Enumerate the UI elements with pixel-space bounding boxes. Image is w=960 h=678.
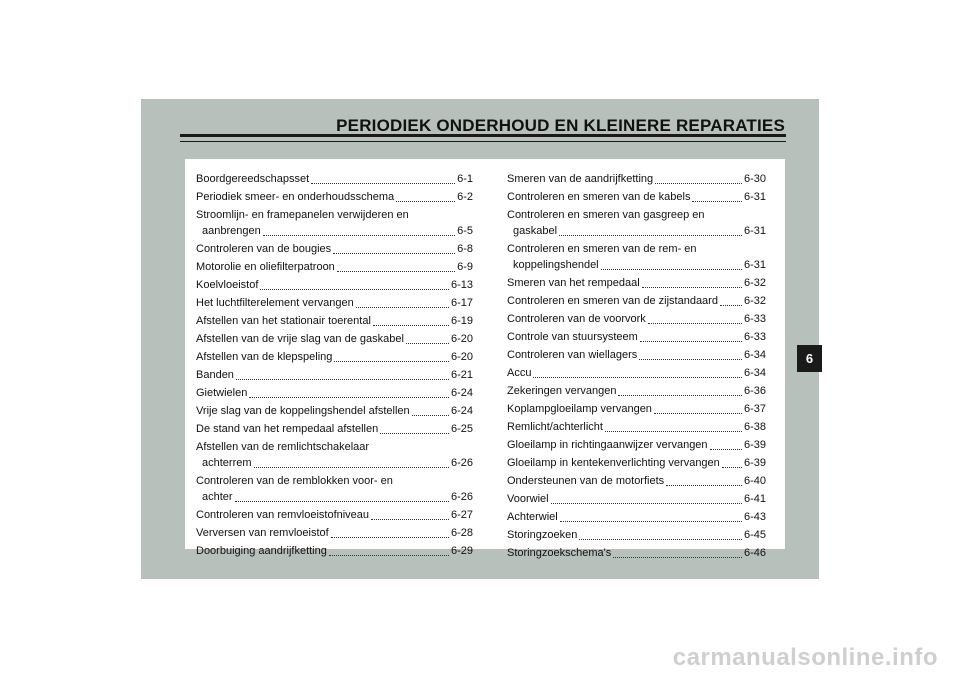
toc-entry-title: Koplampgloeilamp vervangen (507, 403, 652, 415)
toc-entry[interactable] (196, 543, 473, 559)
toc-entry[interactable] (507, 329, 766, 345)
toc-page-number: 6-43 (743, 511, 766, 523)
toc-dot-leader (406, 343, 449, 344)
toc-dot-leader (337, 271, 455, 272)
toc-page-number: 6-31 (743, 191, 766, 203)
toc-entry[interactable] (196, 313, 473, 329)
toc-entry[interactable] (196, 385, 473, 401)
toc-entry[interactable] (507, 383, 766, 399)
toc-column-right (507, 171, 766, 563)
toc-page-number: 6-33 (743, 313, 766, 325)
toc-entry[interactable] (507, 241, 766, 273)
toc-dot-leader (601, 269, 742, 270)
toc-entry[interactable] (507, 275, 766, 291)
toc-dot-leader (640, 341, 742, 342)
toc-dot-leader (666, 485, 742, 486)
toc-page-number: 6-46 (743, 547, 766, 559)
toc-entry-title: Gloeilamp in kentekenverlichting vervangen (507, 457, 720, 469)
toc-entry-title: Doorbuiging aandrijfketting (196, 545, 327, 557)
toc-entry[interactable] (507, 347, 766, 363)
toc-entry[interactable] (196, 189, 473, 205)
toc-dot-leader (254, 467, 449, 468)
toc-entry-title: Motorolie en oliefilterpatroon (196, 261, 335, 273)
toc-entry[interactable] (196, 525, 473, 541)
toc-dot-leader (560, 521, 742, 522)
toc-dot-leader (655, 183, 742, 184)
toc-page-number: 6-20 (450, 333, 473, 345)
toc-entry[interactable] (507, 437, 766, 453)
toc-dot-leader (329, 555, 449, 556)
toc-entry[interactable] (196, 473, 473, 505)
watermark: carmanualsonline.info (672, 644, 938, 671)
toc-entry-title: Ondersteunen van de motorfiets (507, 475, 665, 487)
toc-dot-leader (311, 183, 455, 184)
toc-page-number: 6-5 (457, 225, 473, 237)
toc-entry-title: Remlicht/achterlicht (507, 421, 603, 433)
toc-dot-leader (333, 253, 455, 254)
toc-entry[interactable] (507, 401, 766, 417)
toc-page-number: 6-19 (450, 315, 473, 327)
toc-entry-title: Gloeilamp in richtingaanwijzer vervangen (507, 439, 708, 451)
toc-dot-leader (260, 289, 449, 290)
toc-page-number: 6-31 (743, 225, 766, 237)
toc-entry-title: Controleren en smeren van gasgreep en (507, 209, 705, 221)
toc-dot-leader (236, 379, 449, 380)
toc-dot-leader (579, 539, 742, 540)
toc-entry[interactable] (196, 403, 473, 419)
toc-entry-continuation (507, 257, 766, 273)
toc-entry-title: Stroomlijn- en framepanelen verwijderen en (196, 209, 409, 221)
toc-entry[interactable] (196, 421, 473, 437)
toc-entry[interactable] (196, 171, 473, 187)
toc-dot-leader (331, 537, 449, 538)
toc-entry-continuation (507, 223, 766, 239)
toc-entry[interactable] (196, 259, 473, 275)
toc-entry[interactable] (507, 171, 766, 187)
toc-page-number: 6-25 (450, 423, 473, 435)
toc-entry[interactable] (507, 207, 766, 239)
toc-entry-continuation (196, 489, 473, 505)
toc-page-number: 6-39 (743, 457, 766, 469)
toc-page-number: 6-41 (743, 493, 766, 505)
toc-dot-leader (412, 415, 449, 416)
toc-page-number: 6-45 (743, 529, 766, 541)
toc-entry-title-cont: gaskabel (513, 225, 558, 237)
toc-entry[interactable] (196, 349, 473, 365)
toc-page-number: 6-30 (743, 173, 766, 185)
toc-page-number: 6-17 (450, 297, 473, 309)
toc-entry-title: De stand van het rempedaal afstellen (196, 423, 379, 435)
toc-entry-title: Accu (507, 367, 532, 379)
toc-entry-title: Smeren van het rempedaal (507, 277, 640, 289)
toc-page-number: 6-2 (457, 191, 473, 203)
toc-dot-leader (613, 557, 742, 558)
toc-dot-leader (618, 395, 742, 396)
toc-dot-leader (642, 287, 742, 288)
toc-entry-continuation (196, 223, 473, 239)
toc-entry-title: Periodiek smeer- en onderhoudsschema (196, 191, 395, 203)
toc-entry[interactable] (507, 509, 766, 525)
toc-page-number: 6-34 (743, 349, 766, 361)
toc-entry-title: Afstellen van de vrije slag van de gaskabel (196, 333, 404, 345)
toc-page-number: 6-32 (743, 295, 766, 307)
toc-page-number: 6-38 (743, 421, 766, 433)
toc-entry[interactable] (507, 491, 766, 507)
toc-page-number: 6-1 (457, 173, 473, 185)
toc-dot-leader (396, 201, 455, 202)
toc-dot-leader (559, 235, 742, 236)
toc-dot-leader (356, 307, 449, 308)
toc-entry-title: Controleren van remvloeistofniveau (196, 509, 370, 521)
toc-entry[interactable] (196, 439, 473, 471)
toc-entry-title: Controleren van de remblokken voor- en (196, 475, 393, 487)
toc-entry-title: Afstellen van de klepspeling (196, 351, 333, 363)
toc-entry-title: Controleren van de bougies (196, 243, 332, 255)
toc-dot-leader (720, 305, 742, 306)
toc-page-number: 6-21 (450, 369, 473, 381)
toc-entry-title: Storingzoeken (507, 529, 578, 541)
toc-page-number: 6-33 (743, 331, 766, 343)
toc-page-number: 6-34 (743, 367, 766, 379)
toc-dot-leader (380, 433, 449, 434)
chapter-tab[interactable]: 6 (797, 345, 822, 372)
toc-dot-leader (551, 503, 742, 504)
toc-dot-leader (692, 201, 742, 202)
toc-page-number: 6-26 (450, 491, 473, 503)
toc-entry-title-cont: achter (202, 491, 233, 503)
toc-entry-title: Banden (196, 369, 234, 381)
title-rule-thin (180, 141, 786, 142)
toc-entry[interactable] (507, 545, 766, 561)
toc-entry[interactable] (507, 527, 766, 543)
toc-dot-leader (334, 361, 449, 362)
toc-entry[interactable] (196, 507, 473, 523)
toc-page-number: 6-13 (450, 279, 473, 291)
toc-entry[interactable] (507, 189, 766, 205)
toc-dot-leader (263, 235, 455, 236)
toc-column-left (185, 171, 473, 561)
toc-page-number: 6-37 (743, 403, 766, 415)
toc-entry[interactable] (196, 295, 473, 311)
toc-dot-leader (639, 359, 742, 360)
toc-entry-title: Verversen van remvloeistof (196, 527, 329, 539)
toc-page-number: 6-20 (450, 351, 473, 363)
toc-page-number: 6-39 (743, 439, 766, 451)
toc-entry-title: Controle van stuursysteem (507, 331, 638, 343)
toc-entry-title: Controleren van de voorvork (507, 313, 646, 325)
toc-page-number: 6-29 (450, 545, 473, 557)
toc-dot-leader (654, 413, 742, 414)
toc-page-number: 6-31 (743, 259, 766, 271)
toc-page-number: 6-26 (450, 457, 473, 469)
toc-dot-leader (371, 519, 449, 520)
toc-dot-leader (605, 431, 742, 432)
toc-entry-title: Controleren en smeren van de rem- en (507, 243, 697, 255)
toc-page-number: 6-27 (450, 509, 473, 521)
toc-entry-title: Afstellen van de remlichtschakelaar (196, 441, 370, 453)
toc-entry[interactable] (507, 473, 766, 489)
toc-entry[interactable] (196, 207, 473, 239)
toc-dot-leader (722, 467, 742, 468)
toc-page-number: 6-24 (450, 387, 473, 399)
toc-entry[interactable] (507, 455, 766, 471)
toc-entry-title-cont: koppelingshendel (513, 259, 599, 271)
toc-page-number: 6-24 (450, 405, 473, 417)
toc-entry[interactable] (507, 293, 766, 309)
toc-entry-title: Vrije slag van de koppelingshendel afstellen (196, 405, 410, 417)
toc-entry[interactable] (507, 365, 766, 381)
toc-dot-leader (249, 397, 449, 398)
toc-entry[interactable] (196, 241, 473, 257)
toc-entry-title: Zekeringen vervangen (507, 385, 617, 397)
toc-content-box (185, 159, 785, 559)
toc-entry-title: Smeren van de aandrijfketting (507, 173, 654, 185)
toc-page-number: 6-40 (743, 475, 766, 487)
toc-entry[interactable] (196, 277, 473, 293)
toc-entry-title: Controleren en smeren van de zijstandaard (507, 295, 718, 307)
toc-entry-title-cont: aanbrengen (202, 225, 261, 237)
toc-dot-leader (235, 501, 449, 502)
toc-entry-title: Controleren van wiellagers (507, 349, 638, 361)
toc-entry-title: Koelvloeistof (196, 279, 259, 291)
toc-entry-title-cont: achterrem (202, 457, 252, 469)
toc-entry-title: Gietwielen (196, 387, 248, 399)
toc-dot-leader (710, 449, 742, 450)
toc-dot-leader (533, 377, 742, 378)
page-title: PERIODIEK ONDERHOUD EN KLEINERE REPARATIES (336, 116, 785, 135)
toc-entry-title: Achterwiel (507, 511, 558, 523)
toc-page-number: 6-8 (457, 243, 473, 255)
toc-entry-title: Boordgereedschapsset (196, 173, 310, 185)
toc-entry-title: Controleren en smeren van de kabels (507, 191, 691, 203)
toc-entry-title: Storingzoekschema's (507, 547, 612, 559)
toc-dot-leader (373, 325, 449, 326)
toc-page-number: 6-9 (457, 261, 473, 273)
toc-entry-title: Het luchtfilterelement vervangen (196, 297, 354, 309)
toc-entry[interactable] (507, 419, 766, 435)
toc-page-number: 6-28 (450, 527, 473, 539)
toc-entry[interactable] (196, 331, 473, 347)
toc-entry[interactable] (196, 367, 473, 383)
toc-entry-title: Afstellen van het stationair toerental (196, 315, 371, 327)
toc-entry[interactable] (507, 311, 766, 327)
toc-entry-title: Voorwiel (507, 493, 549, 505)
toc-entry-continuation (196, 455, 473, 471)
toc-page-number: 6-36 (743, 385, 766, 397)
toc-page-number: 6-32 (743, 277, 766, 289)
toc-dot-leader (648, 323, 742, 324)
